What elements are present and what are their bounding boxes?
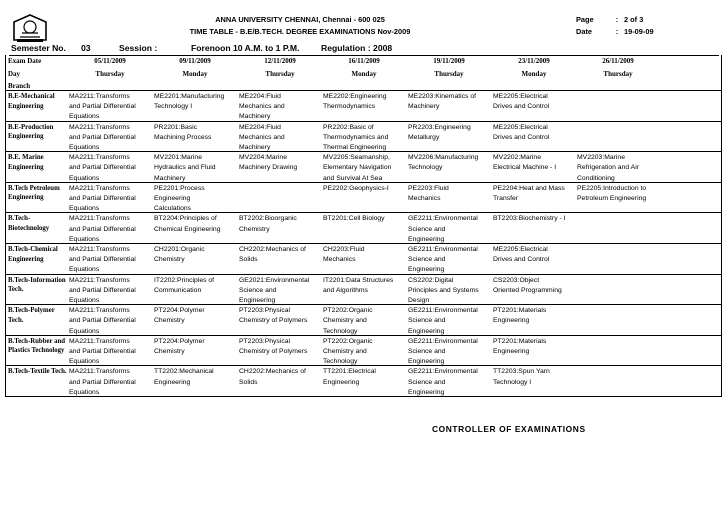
subject-cell: CS2202:Digital Principles and Systems Design: [408, 276, 479, 304]
subject-cell: MV2202:Marine Electrical Machine - I: [493, 154, 557, 172]
subject-cell: MV2205:Seamanship, Elementary Navigation and Survival At Sea: [323, 154, 392, 182]
table-row: [6, 335, 721, 367]
exam-date-4: 16/11/2009: [348, 57, 380, 65]
branch-name: B.Tech-Rubber and Plastics Technology: [8, 337, 66, 355]
university-logo: [8, 12, 52, 44]
session-value: Forenoon 10 A.M. to 1 P.M.: [191, 43, 300, 53]
subject-cell: GE2211:Environmental Science and Engineering: [408, 368, 478, 396]
exam-date-3: 12/11/2009: [264, 57, 296, 65]
page-label: Page: [576, 15, 594, 24]
table-row: [6, 243, 721, 275]
subject-cell: MA2211:Transforms and Partial Differential Equations: [69, 246, 136, 274]
subject-cell: PE2204:Heat and Mass Transfer: [493, 184, 565, 202]
table-row: [6, 365, 721, 397]
subject-cell: ME2205:Electrical Drives and Control: [493, 93, 550, 111]
subject-cell: PT2203:Physical Chemistry of Polymers: [239, 337, 308, 355]
subject-cell: CH2202:Mechanics of Solids: [239, 368, 306, 386]
subject-cell: MA2211:Transforms and Partial Differential Equations: [69, 215, 136, 243]
subject-cell: CH2201:Organic Chemistry: [154, 246, 205, 264]
branch-name: B.Tech Petroleum Engineering: [8, 184, 60, 202]
subject-cell: PR2201:Basic Machining Process: [154, 123, 212, 141]
subject-cell: PT2204:Polymer Chemistry: [154, 337, 205, 355]
date-line: [576, 26, 654, 38]
subject-cell: ME2204:Fluid Mechanics and Machinery: [239, 93, 285, 121]
exam-day-3: Thursday: [265, 70, 295, 78]
subject-cell: BT2203:Biochemistry - I: [493, 215, 566, 223]
subject-cell: BT2202:Bioorganic Chemistry: [239, 215, 297, 233]
table-row: [6, 212, 721, 244]
subject-cell: PT2201:Materials Engineering: [493, 307, 547, 325]
subject-cell: PT2201:Materials Engineering: [493, 337, 547, 355]
subject-cell: MA2211:Transforms and Partial Differential Equations: [69, 276, 136, 304]
subject-cell: MA2211:Transforms and Partial Differential Equations: [69, 337, 136, 366]
subject-cell: MV2204:Marine Machinery Drawing: [239, 154, 298, 172]
branch-name: B.E. Marine Engineering: [8, 154, 44, 171]
subject-cell: PR2203:Engineering Metallurgy: [408, 123, 471, 141]
subject-cell: PE2203:Fluid Mechanics: [408, 184, 449, 202]
controller-of-examinations: CONTROLLER OF EXAMINATIONS: [432, 424, 586, 434]
table-row: [6, 304, 721, 336]
subject-cell: GE2211:Environmental Science and Engineering: [408, 246, 478, 274]
subject-cell: CH2202:Mechanics of Solids: [239, 246, 306, 264]
subject-cell: TT2202:Mechanical Engineering: [154, 368, 214, 386]
subject-cell: ME2205:Electrical Drives and Control: [493, 246, 550, 264]
subject-cell: MV2206:Manufacturing Technology: [408, 154, 479, 172]
session-label: Session :: [119, 43, 158, 53]
subject-cell: PE2201:Process Engineering Calculations: [154, 184, 205, 213]
semester-value: 03: [81, 43, 91, 53]
subject-cell: MA2211:Transforms and Partial Differential Equations: [69, 368, 136, 396]
page-number-line: [576, 14, 654, 26]
table-row: [6, 90, 721, 122]
subject-cell: MA2211:Transforms and Partial Differential Equations: [69, 154, 136, 182]
exam-day-1: Thursday: [95, 70, 125, 78]
table-row: [6, 274, 721, 306]
subject-cell: BT2201:Cell Biology: [323, 215, 385, 223]
exam-day-7: Thursday: [603, 70, 633, 78]
subject-cell: IT2202:Principles of Communication: [154, 276, 215, 294]
subject-cell: ME2203:Kinematics of Machinery: [408, 93, 477, 111]
subject-cell: MV2203:Marine Refrigeration and Air Conditioning: [577, 154, 639, 182]
branch-name: B.Tech-Biotechnology: [8, 215, 50, 232]
subject-cell: MA2211:Transforms and Partial Differential Equations: [69, 93, 136, 121]
subject-cell: GE2211:Environmental Science and Engineering: [408, 215, 478, 243]
subject-cell: MA2211:Transforms and Partial Differential Equations: [69, 123, 136, 151]
subject-cell: PR2202:Basic of Thermodynamics and Thermal Engineering: [323, 123, 389, 151]
exam-date-5: 19/11/2009: [433, 57, 465, 65]
date-label: Date: [576, 27, 593, 36]
subject-cell: PE2205:Introduction to Petroleum Engineering: [577, 184, 647, 202]
subject-cell: TT2203:Spun Yarn Technology I: [493, 368, 550, 386]
branch-name: B.Tech-Textile Tech.: [8, 368, 67, 376]
subject-cell: GE2211:Environmental Science and Engineering: [408, 337, 478, 366]
subject-cell: ME2201:Manufacturing Technology I: [154, 93, 225, 111]
page-value: 2 of 3: [624, 15, 644, 24]
page-info: [576, 14, 654, 38]
subject-cell: GE2211:Environmental Science and Engineering: [408, 307, 478, 335]
branch-label: Branch: [8, 82, 31, 90]
subject-cell: PT2202:Organic Chemistry and Technology: [323, 307, 373, 335]
exam-day-2: Monday: [182, 70, 208, 78]
day-label: Day: [8, 70, 21, 78]
table-row: [6, 151, 721, 183]
table-row: [6, 121, 721, 153]
branch-name: B.Tech-Polymer Tech.: [8, 307, 55, 324]
subject-cell: TT2201:Electrical Engineering: [323, 368, 376, 386]
subject-cell: PE2202:Geophysics-I: [323, 184, 389, 192]
date-colon: :: [615, 27, 619, 36]
subject-cell: MV2201:Marine Hydraulics and Fluid Machinery: [154, 154, 216, 182]
subject-cell: ME2202:Engineering Thermodynamics: [323, 93, 387, 111]
page-colon: :: [615, 15, 619, 24]
subject-cell: BT2204:Principles of Chemical Engineering: [154, 215, 221, 233]
exam-day-5: Thursday: [434, 70, 464, 78]
date-value: 19-09-09: [624, 27, 654, 36]
university-name: ANNA UNIVERSITY CHENNAI, Chennai - 600 025: [215, 15, 385, 24]
exam-day-6: Monday: [521, 70, 547, 78]
subject-cell: ME2205:Electrical Drives and Control: [493, 123, 550, 141]
exam-date-1: 05/11/2009: [94, 57, 126, 65]
timetable: [5, 55, 722, 397]
subject-cell: MA2211:Transforms and Partial Differential Equations: [69, 184, 136, 213]
branch-name: B.E-Production Engineering: [8, 123, 54, 141]
exam-date-2: 09/11/2009: [179, 57, 211, 65]
subject-cell: CH2203:Fluid Mechanics: [323, 246, 365, 264]
subject-cell: PT2203:Physical Chemistry of Polymers: [239, 307, 308, 325]
regulation: Regulation : 2008: [321, 43, 393, 53]
subject-cell: PT2204:Polymer Chemistry: [154, 307, 205, 325]
subject-cell: MA2211:Transforms and Partial Differential Equations: [69, 307, 136, 335]
timetable-title: TIME TABLE - B.E/B.TECH. DEGREE EXAMINATIONS Nov-2009: [189, 27, 411, 36]
branch-name: B.E-Mechanical Engineering: [8, 93, 55, 110]
subject-cell: PT2202:Organic Chemistry and Technology: [323, 337, 373, 366]
subject-cell: IT2201:Data Structures and Algorithms: [323, 276, 394, 294]
subject-cell: CS2203:Object Oriented Programming: [493, 276, 562, 294]
branch-name: B.Tech-Chemical Engineering: [8, 246, 58, 263]
exam-date-7: 26/11/2009: [602, 57, 634, 65]
subject-cell: GE2021:Environmental Science and Engineering: [239, 276, 310, 304]
exam-date-label: Exam Date: [8, 57, 42, 65]
exam-day-4: Monday: [351, 70, 377, 78]
subject-cell: ME2204:Fluid Mechanics and Machinery: [239, 123, 285, 151]
exam-date-6: 23/11/2009: [518, 57, 550, 65]
branch-name: B.Tech-Information Tech.: [8, 276, 66, 294]
semester-label: Semester No.: [11, 43, 66, 53]
table-row: [6, 182, 721, 214]
page-header: [150, 14, 450, 38]
